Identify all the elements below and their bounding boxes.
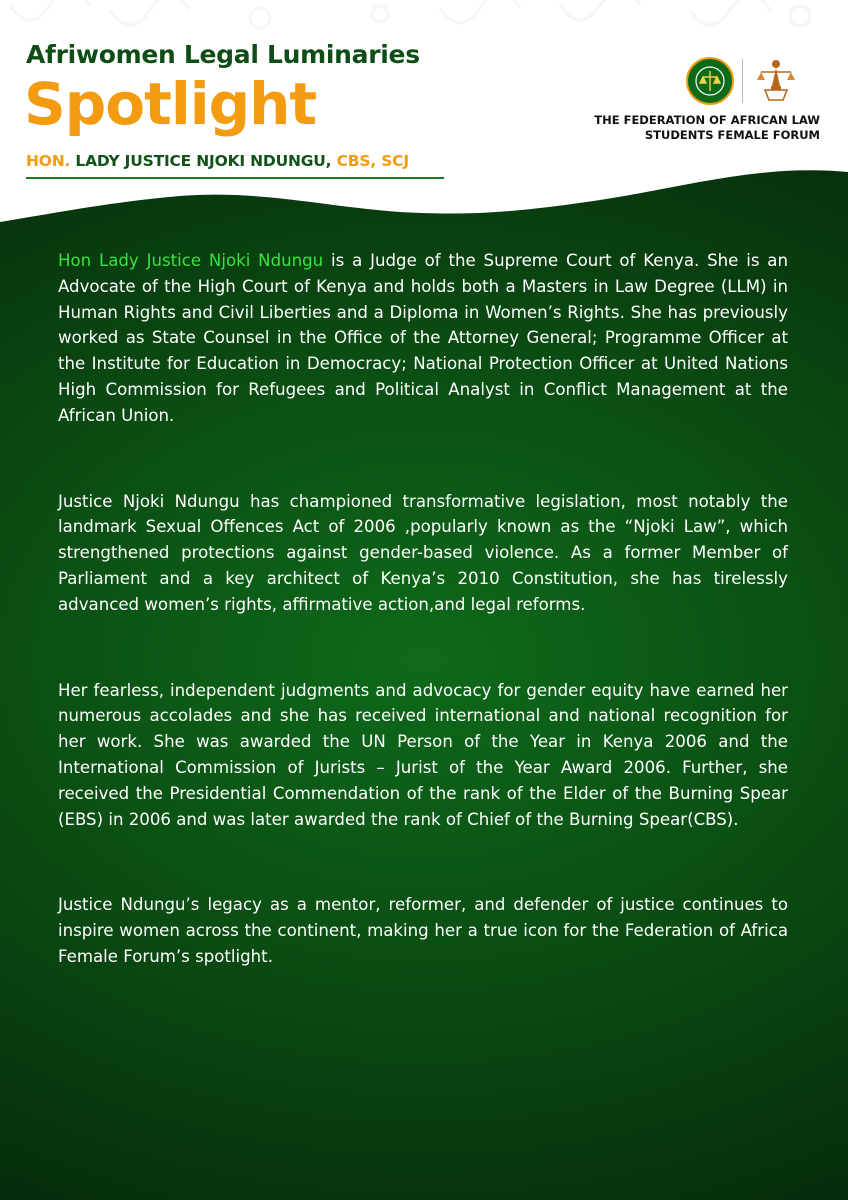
paragraph-recognition: Her fearless, independent judgments and advocacy for gender equity have earned her numerous accolades and she has received international and national recognition for her work. She was awarded the UN Person of the Year in Kenya 2006 and the International Commission of Jurists – Jurist of the Year Award 2006. Further, she received the Presidential Commendation of the rank of the Elder of the Burning Spear (EBS) in 2006 and was later awarded the rank of Chief of the Burning Spear(CBS). [58,680,788,829]
organization-name: THE FEDERATION OF AFRICAN LAW STUDENTS FEMALE FORUM [594,113,820,142]
lady-justice-icon [751,56,801,106]
paragraph-legislation: Justice Njoki Ndungu has championed transformative legislation, most notably the landmark Sexual Offences Act of 2006 ,popularly known as the “Njoki Law”, which strengthened protections against gender-based violence. As a former Member of Parliament and a key architect of Kenya’s 2010 Constitution, she has tirelessly advanced women’s rights, affirmative action,and legal reforms. [58,491,788,614]
honoree-underline [26,177,444,179]
paragraph-intro-text: is a Judge of the Supreme Court of Kenya. She is an Advocate of the High Court of Kenya and holds both a Masters in Law Degree (LLM) in Human Rights and Civil Liberties and a Diploma in Women’s Rights. She has previously worked as State Counsel in the Office of the Attorney General; Programme Officer at the Institute for Education in Democracy; National Protection Officer at United Nations High Commission for Refugees and Political Analyst in Conflict Management at the African Union. [58,251,788,425]
honoree-prefix: HON. [26,152,71,170]
paragraph-intro [58,248,788,429]
honoree-name: LADY JUSTICE NJOKI NDUNGU, [75,152,332,170]
fals-emblem-icon [686,57,734,105]
organization-logos [686,56,806,106]
honoree-name-line [26,152,409,170]
logo-divider [742,59,743,103]
spotlight-heading: Spotlight [24,70,317,138]
honoree-titles: CBS, SCJ [336,152,409,170]
series-title: Afriwomen Legal Luminaries [26,40,420,69]
honoree-name-highlight: Hon Lady Justice Njoki Ndungu [58,251,324,270]
biography [58,248,788,996]
paragraph-legacy: Justice Ndungu’s legacy as a mentor, reformer, and defender of justice continues to inspire women across the continent, making her a true icon for the Federation of Africa Female Forum’s spotlight. [58,895,788,966]
